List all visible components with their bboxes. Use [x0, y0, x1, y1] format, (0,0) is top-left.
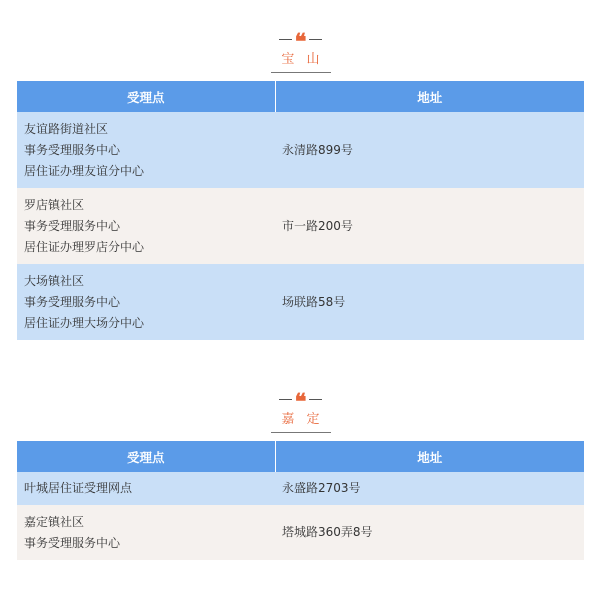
section-heading — [271, 388, 331, 440]
office-cell — [17, 505, 275, 560]
section-title: 嘉 定 — [281, 412, 324, 427]
address-cell: 永盛路2703号 — [275, 472, 584, 505]
office-table — [17, 441, 584, 560]
quote-mark-icon: ❝ — [294, 29, 307, 55]
office-cell — [17, 112, 275, 188]
office-cell — [17, 188, 275, 264]
address-cell: 市一路200号 — [275, 188, 584, 264]
section-heading — [271, 28, 331, 80]
office-line: 大场镇社区 — [24, 273, 85, 288]
office-cell — [17, 472, 275, 505]
header-office: 受理点 — [17, 81, 275, 112]
section-jiading — [17, 388, 584, 560]
office-line: 居住证办理大场分中心 — [24, 315, 145, 330]
heading-dash-left — [279, 399, 292, 400]
office-cell — [17, 264, 275, 340]
quote-mark-icon: ❝ — [294, 389, 307, 415]
address-cell: 塔城路360弄8号 — [275, 505, 584, 560]
table-row — [17, 188, 584, 264]
heading-dash-right — [309, 399, 322, 400]
header-address: 地址 — [275, 441, 584, 472]
table-row — [17, 264, 584, 340]
office-line: 友谊路街道社区 — [24, 121, 109, 136]
office-line: 事务受理服务中心 — [24, 535, 121, 550]
office-line: 嘉定镇社区 — [24, 514, 85, 529]
office-table — [17, 81, 584, 340]
address-cell: 永清路899号 — [275, 112, 584, 188]
table-row — [17, 505, 584, 560]
heading-dash-left — [279, 39, 292, 40]
office-line: 事务受理服务中心 — [24, 294, 121, 309]
section-baoshan — [17, 28, 584, 340]
office-line: 罗店镇社区 — [24, 197, 85, 212]
heading-underline — [271, 432, 331, 433]
office-line: 事务受理服务中心 — [24, 142, 121, 157]
heading-underline — [271, 72, 331, 73]
header-office: 受理点 — [17, 441, 275, 472]
address-cell: 场联路58号 — [275, 264, 584, 340]
header-address: 地址 — [275, 81, 584, 112]
office-line: 居住证办理罗店分中心 — [24, 239, 145, 254]
office-line: 事务受理服务中心 — [24, 218, 121, 233]
quote-row — [271, 28, 331, 55]
quote-row — [271, 388, 331, 415]
section-title: 宝 山 — [281, 52, 324, 67]
heading-dash-right — [309, 39, 322, 40]
table-header-row — [17, 81, 584, 112]
table-header-row — [17, 441, 584, 472]
office-line: 居住证办理友谊分中心 — [24, 163, 145, 178]
table-row — [17, 472, 584, 505]
office-line: 叶城居住证受理网点 — [24, 481, 133, 495]
table-row — [17, 112, 584, 188]
